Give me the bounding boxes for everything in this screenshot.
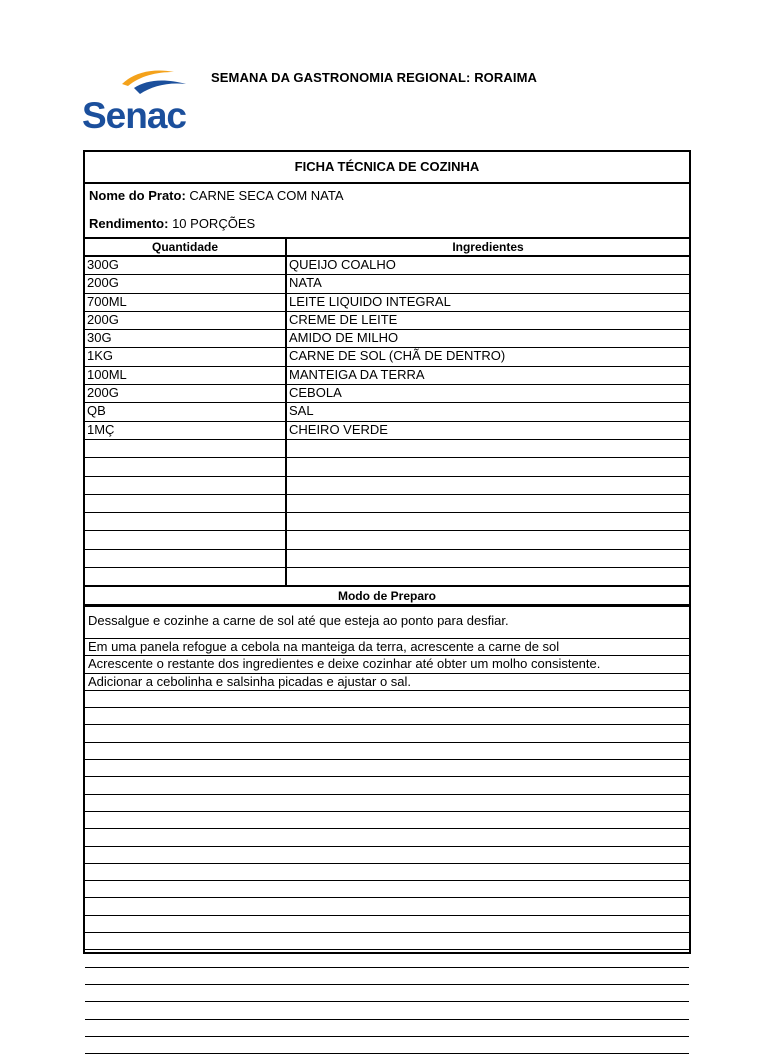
ingredient-quantity: 200G [87,385,119,401]
preparation-step-row [85,725,689,742]
preparation-step-row [85,950,689,967]
ingredient-row [85,312,689,330]
ingredients-table [85,257,689,605]
preparation-step-row [85,1020,689,1037]
preparation-step-row [85,916,689,933]
ingredient-row [85,275,689,293]
preparation-step-row [85,898,689,915]
ingredients-column-header: Ingredientes [452,240,524,254]
preparation-step-row [85,777,689,794]
preparation-step-row [85,829,689,846]
ingredient-row [85,531,689,549]
ingredient-name: CHEIRO VERDE [289,421,388,437]
ingredient-row [85,513,689,531]
dish-name-label: Nome do Prato: [89,188,186,203]
preparation-step-row [85,743,689,760]
ingredient-row [85,495,689,513]
ingredient-name: MANTEIGA DA TERRA [289,366,425,382]
ingredient-row [85,477,689,495]
ingredient-name: NATA [289,275,322,291]
preparation-step-row [85,847,689,864]
quantity-column-header: Quantidade [151,240,218,254]
preparation-step-row [85,674,689,691]
logo-wordmark: Senac [82,95,187,132]
yield-value: 10 PORÇÕES [172,216,256,231]
preparation-step-row [85,795,689,812]
logo-swoosh-blue [134,81,186,94]
yield-label: Rendimento: [89,216,169,231]
ingredient-row [85,568,689,586]
ingredient-quantity: 30G [87,330,112,346]
ingredient-quantity: 700ML [87,293,127,309]
ingredient-row [85,348,689,366]
preparation-step-row [85,1002,689,1019]
preparation-step-row [85,607,689,639]
preparation-step-row [85,656,689,673]
ingredient-row [85,403,689,421]
preparation-step-row [85,968,689,985]
ingredient-name: CARNE DE SOL (CHÃ DE DENTRO) [289,348,506,364]
senac-logo [82,66,196,132]
sheet-title: FICHA TÉCNICA DE COZINHA [85,152,689,184]
ingredient-row [85,294,689,312]
preparation-step-row [85,881,689,898]
ingredient-row [85,422,689,440]
preparation-step-row [85,812,689,829]
preparation-header: Modo de Preparo [85,585,689,607]
ingredient-row [85,330,689,348]
preparation-step-row [85,864,689,881]
preparation-step-text: Em uma panela refogue a cebola na manteiga da terra, acrescente a carne de sol [88,639,560,654]
ingredient-quantity: 200G [87,275,119,291]
ingredient-quantity: 1KG [87,348,114,364]
ingredient-name: CREME DE LEITE [289,311,398,327]
preparation-step-row [85,708,689,725]
ingredient-row [85,440,689,458]
preparation-step-row [85,985,689,1002]
dish-name-value: CARNE SECA COM NATA [189,188,344,203]
ingredient-name: QUEIJO COALHO [289,257,396,272]
ingredient-row [85,458,689,476]
yield-line [89,216,255,231]
preparation-step-row [85,933,689,950]
ingredient-name: CEBOLA [289,385,342,401]
ingredient-name: SAL [289,403,314,419]
ingredients-header-row [85,237,689,257]
ingredient-quantity: 1MÇ [87,421,115,437]
preparation-step-text: Adicionar a cebolinha e salsinha picadas e ajustar o sal. [88,673,412,689]
ingredient-row [85,385,689,403]
preparation-step-text: Dessalgue e cozinhe a carne de sol até que esteja ao ponto para desfiar. [88,613,509,628]
ingredient-row [85,257,689,275]
preparation-steps [85,639,689,1054]
preparation-step-row [85,639,689,656]
preparation-step-row [85,691,689,708]
ingredient-quantity: QB [87,403,106,419]
preparation-step-row [85,760,689,777]
ingredient-row [85,550,689,568]
ingredient-name: AMIDO DE MILHO [289,330,399,346]
document-title: SEMANA DA GASTRONOMIA REGIONAL: RORAIMA [211,70,537,85]
ingredient-row [85,367,689,385]
preparation-step-text: Acrescente o restante dos ingredientes e deixe cozinhar até obter um molho consistente. [88,656,601,672]
dish-name-line [89,188,344,203]
ingredient-quantity: 100ML [87,366,127,382]
preparation-step-row [85,1037,689,1054]
ingredient-quantity: 200G [87,311,119,327]
technical-sheet [83,150,691,954]
ingredient-name: LEITE LIQUIDO INTEGRAL [289,293,451,309]
ingredient-quantity: 300G [87,257,119,272]
